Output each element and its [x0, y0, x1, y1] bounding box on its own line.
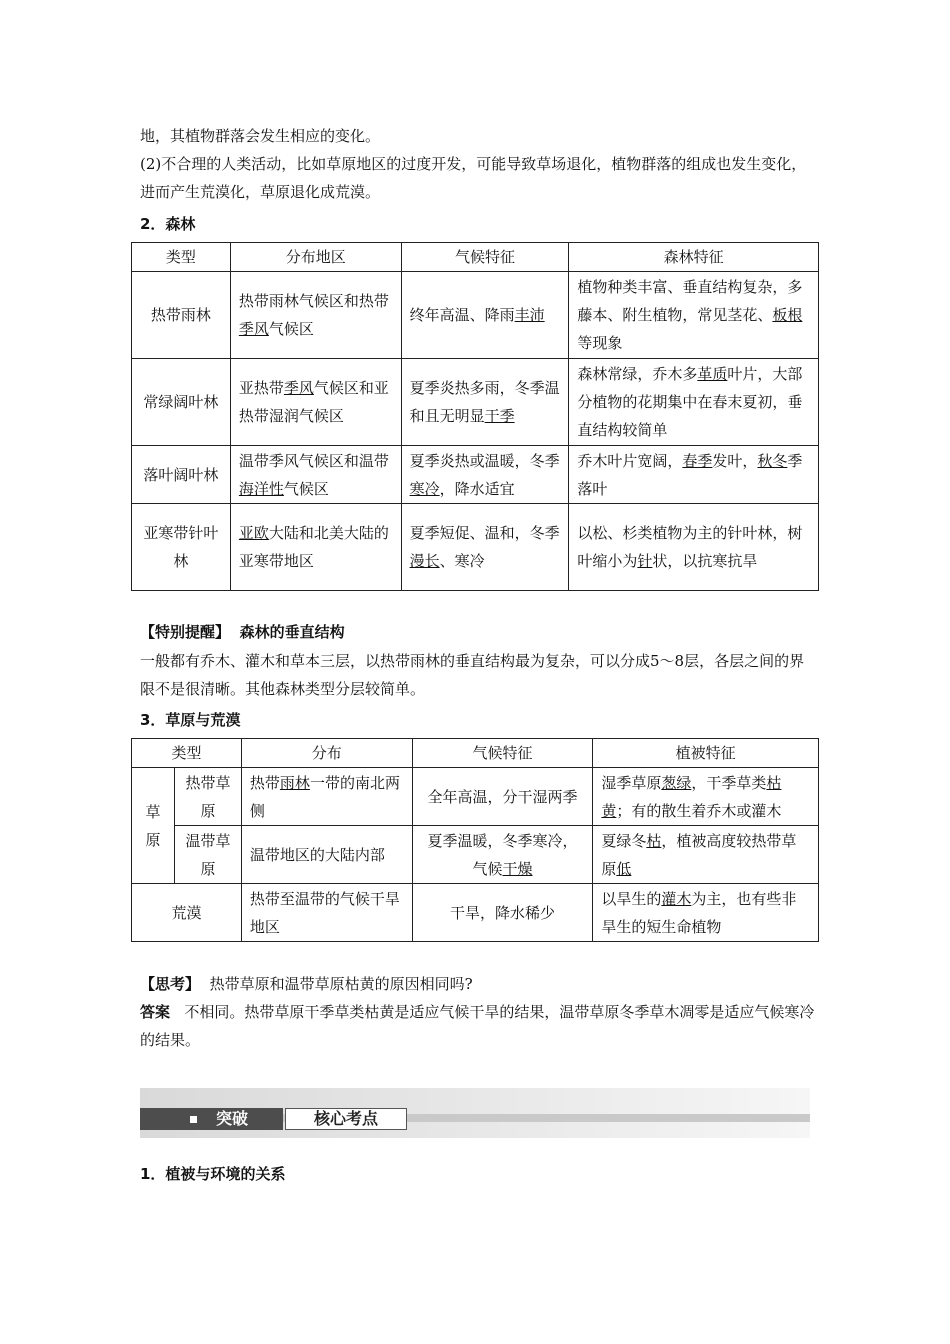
tip-text: 一般都有乔木、灌木和草本三层，以热带雨林的垂直结构最为复杂，可以分成5～8层，各层之间的界限不是很清晰。其他森林类型分层较简单。 — [140, 652, 805, 698]
forest-type-cell: 热带雨林 — [132, 272, 231, 359]
forest-header-row — [132, 243, 819, 272]
forest-header-climate: 气候特征 — [401, 243, 569, 272]
grass-header-row — [132, 739, 819, 768]
grass-type-cell: 荒漠 — [132, 884, 242, 942]
table-row — [132, 504, 819, 591]
forest-climate-cell: 夏季炎热或温暖，冬季寒冷，降水适宜 — [401, 446, 569, 504]
grass-header-climate: 气候特征 — [412, 739, 593, 768]
forest-header-dist: 分布地区 — [230, 243, 401, 272]
forest-feature-cell: 森林常绿，乔木多革质叶片，大部分植物的花期集中在春末夏初，垂直结构较简单 — [569, 359, 819, 446]
forest-feature-cell: 植物种类丰富、垂直结构复杂，多藤本、附生植物，常见茎花、板根等现象 — [569, 272, 819, 359]
square-bullet-icon — [190, 1116, 197, 1123]
table-row — [132, 446, 819, 504]
forest-dist-cell: 温带季风气候区和温带海洋性气候区 — [230, 446, 401, 504]
answer-text: 不相同。热带草原干季草类枯黄是适应气候干旱的结果，温带草原冬季草木凋零是适应气候寒冷的结果。 — [140, 1003, 815, 1049]
tip-label: 【特别提醒】 — [140, 623, 231, 641]
grass-climate-cell: 全年高温，分干湿两季 — [412, 768, 593, 826]
forest-climate-cell: 终年高温、降雨丰沛 — [401, 272, 569, 359]
think-question: 热带草原和温带草原枯黄的原因相同吗? — [209, 975, 473, 993]
forest-feature-cell: 以松、杉类植物为主的针叶林，树叶缩小为针状，以抗寒抗旱 — [569, 504, 819, 591]
grass-header-feature: 植被特征 — [593, 739, 819, 768]
banner-breakthrough-label: 突破 — [140, 1108, 283, 1130]
section-1-heading: 1．植被与环境的关系 — [140, 1165, 286, 1183]
section-banner — [140, 1088, 810, 1138]
forest-header-type: 类型 — [132, 243, 231, 272]
think-label: 【思考】 — [140, 975, 201, 993]
grassland-table — [131, 738, 819, 942]
tip-heading — [140, 618, 815, 646]
table-row — [132, 359, 819, 446]
forest-type-cell: 常绿阔叶林 — [132, 359, 231, 446]
forest-climate-cell: 夏季短促、温和，冬季漫长、寒冷 — [401, 504, 569, 591]
forest-feature-cell: 乔木叶片宽阔，春季发叶，秋冬季落叶 — [569, 446, 819, 504]
forest-type-cell: 落叶阔叶林 — [132, 446, 231, 504]
forest-header-feature: 森林特征 — [569, 243, 819, 272]
grass-dist-cell: 热带至温带的气候干旱地区 — [241, 884, 412, 942]
forest-dist-cell: 亚欧大陆和北美大陆的亚寒带地区 — [230, 504, 401, 591]
forest-dist-cell: 亚热带季风气候区和亚热带湿润气候区 — [230, 359, 401, 446]
grass-type-cell: 热带草原 — [174, 768, 241, 826]
forest-climate-cell: 夏季炎热多雨，冬季温和且无明显干季 — [401, 359, 569, 446]
forest-dist-cell: 热带雨林气候区和热带季风气候区 — [230, 272, 401, 359]
grass-feature-cell: 以旱生的灌木为主，也有些非旱生的短生命植物 — [593, 884, 819, 942]
grass-type-cell: 温带草原 — [174, 826, 241, 884]
table-row — [132, 272, 819, 359]
tip-title: 森林的垂直结构 — [239, 623, 345, 641]
forest-heading: 2．森林 — [140, 215, 196, 233]
grass-dist-cell: 热带雨林一带的南北两侧 — [241, 768, 412, 826]
grassland-group-cell: 草原 — [132, 768, 175, 884]
table-row — [132, 884, 819, 942]
intro-line1: 地，其植物群落会发生相应的变化。 — [140, 127, 381, 145]
grass-heading: 3．草原与荒漠 — [140, 711, 241, 729]
grass-feature-cell: 夏绿冬枯，植被高度较热带草原低 — [593, 826, 819, 884]
intro-paragraph-2: (2)不合理的人类活动，比如草原地区的过度开发，可能导致草场退化，植物群落的组成也发生变化，进而产生荒漠化，草原退化成荒漠。 — [140, 155, 807, 201]
banner-core-points-label: 核心考点 — [285, 1108, 407, 1130]
forest-table — [131, 242, 819, 591]
forest-type-cell: 亚寒带针叶林 — [132, 504, 231, 591]
grass-climate-cell: 干旱，降水稀少 — [412, 884, 593, 942]
table-row — [132, 826, 819, 884]
grass-feature-cell: 湿季草原葱绿，干季草类枯黄；有的散生着乔木或灌木 — [593, 768, 819, 826]
think-answer-line — [140, 998, 815, 1054]
grass-dist-cell: 温带地区的大陆内部 — [241, 826, 412, 884]
table-row — [132, 768, 819, 826]
grass-header-type: 类型 — [132, 739, 242, 768]
answer-label: 答案 — [140, 1003, 171, 1021]
grass-climate-cell: 夏季温暖，冬季寒冷，气候干燥 — [412, 826, 593, 884]
grass-header-dist: 分布 — [241, 739, 412, 768]
think-question-line — [140, 970, 815, 998]
